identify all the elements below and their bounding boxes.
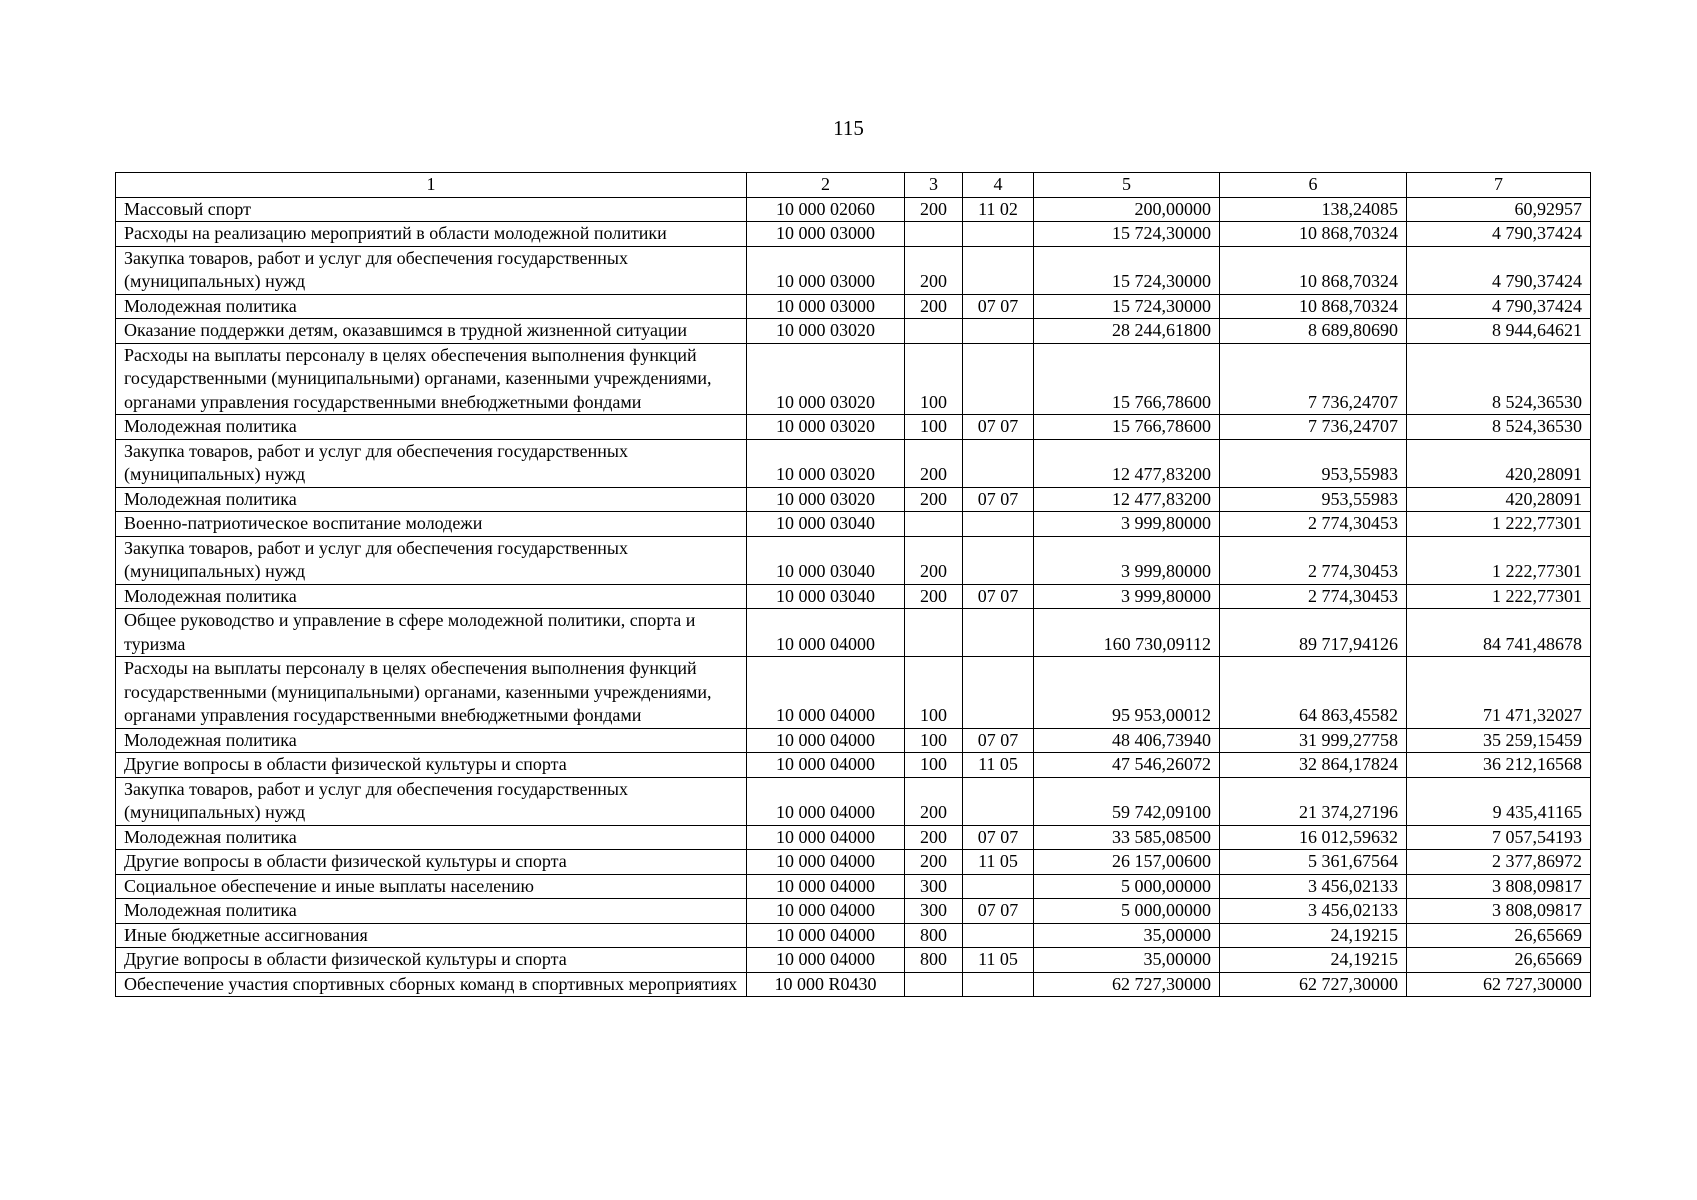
row-name-cell: Социальное обеспечение и иные выплаты населению [116, 874, 747, 899]
table-row [116, 874, 1591, 899]
table-row [116, 825, 1591, 850]
row-amount-col7-cell: 35 259,15459 [1407, 728, 1591, 753]
row-amount-col7-cell: 7 057,54193 [1407, 825, 1591, 850]
row-name-cell: Расходы на выплаты персоналу в целях обеспечения выполнения функций государственными (муниципальными) органами, казенными учреждениями, органами управления государственными внебюджетными фондами [116, 657, 747, 729]
row-amount-col6-cell: 24,19215 [1220, 948, 1407, 973]
row-amount-col7-cell: 60,92957 [1407, 197, 1591, 222]
row-code-cell: 10 000 03000 [747, 294, 905, 319]
row-amount-col5-cell: 59 742,09100 [1034, 777, 1220, 825]
row-code-cell: 10 000 04000 [747, 899, 905, 924]
row-name-cell: Массовый спорт [116, 197, 747, 222]
row-code-cell: 10 000 04000 [747, 728, 905, 753]
table-row [116, 439, 1591, 487]
row-expense-type-cell [905, 319, 963, 344]
row-section-cell: 07 07 [963, 825, 1034, 850]
row-code-cell: 10 000 03000 [747, 222, 905, 247]
row-amount-col7-cell: 4 790,37424 [1407, 246, 1591, 294]
row-amount-col5-cell: 15 724,30000 [1034, 246, 1220, 294]
table-row [116, 948, 1591, 973]
table-row [116, 972, 1591, 997]
row-amount-col7-cell: 62 727,30000 [1407, 972, 1591, 997]
table-row [116, 850, 1591, 875]
row-name-cell: Молодежная политика [116, 825, 747, 850]
row-section-cell: 11 05 [963, 753, 1034, 778]
table-row [116, 899, 1591, 924]
row-amount-col6-cell: 7 736,24707 [1220, 343, 1407, 415]
row-section-cell [963, 657, 1034, 729]
header-cell-3: 3 [905, 173, 963, 198]
row-code-cell: 10 000 04000 [747, 948, 905, 973]
row-name-cell: Расходы на реализацию мероприятий в области молодежной политики [116, 222, 747, 247]
row-amount-col5-cell: 3 999,80000 [1034, 512, 1220, 537]
row-expense-type-cell: 200 [905, 439, 963, 487]
row-amount-col5-cell: 160 730,09112 [1034, 609, 1220, 657]
budget-table [115, 172, 1591, 997]
row-amount-col6-cell: 16 012,59632 [1220, 825, 1407, 850]
row-amount-col7-cell: 71 471,32027 [1407, 657, 1591, 729]
row-amount-col7-cell: 26,65669 [1407, 923, 1591, 948]
row-expense-type-cell: 200 [905, 487, 963, 512]
row-name-cell: Молодежная политика [116, 728, 747, 753]
row-section-cell [963, 439, 1034, 487]
row-section-cell: 07 07 [963, 487, 1034, 512]
row-amount-col7-cell: 4 790,37424 [1407, 222, 1591, 247]
row-code-cell: 10 000 04000 [747, 874, 905, 899]
row-amount-col7-cell: 1 222,77301 [1407, 512, 1591, 537]
row-amount-col6-cell: 8 689,80690 [1220, 319, 1407, 344]
row-section-cell [963, 777, 1034, 825]
row-code-cell: 10 000 03020 [747, 439, 905, 487]
row-name-cell: Молодежная политика [116, 899, 747, 924]
row-section-cell: 11 05 [963, 948, 1034, 973]
row-amount-col6-cell: 5 361,67564 [1220, 850, 1407, 875]
row-expense-type-cell: 200 [905, 825, 963, 850]
row-expense-type-cell: 300 [905, 874, 963, 899]
row-expense-type-cell: 200 [905, 197, 963, 222]
row-amount-col5-cell: 15 724,30000 [1034, 222, 1220, 247]
row-name-cell: Другие вопросы в области физической культуры и спорта [116, 850, 747, 875]
row-section-cell [963, 972, 1034, 997]
row-amount-col5-cell: 200,00000 [1034, 197, 1220, 222]
header-cell-6: 6 [1220, 173, 1407, 198]
row-amount-col6-cell: 32 864,17824 [1220, 753, 1407, 778]
row-code-cell: 10 000 04000 [747, 609, 905, 657]
row-amount-col7-cell: 9 435,41165 [1407, 777, 1591, 825]
header-cell-1: 1 [116, 173, 747, 198]
row-amount-col6-cell: 2 774,30453 [1220, 584, 1407, 609]
table-row [116, 657, 1591, 729]
row-name-cell: Молодежная политика [116, 584, 747, 609]
row-name-cell: Оказание поддержки детям, оказавшимся в трудной жизненной ситуации [116, 319, 747, 344]
row-amount-col5-cell: 47 546,26072 [1034, 753, 1220, 778]
row-amount-col6-cell: 24,19215 [1220, 923, 1407, 948]
table-row [116, 728, 1591, 753]
table-body [116, 197, 1591, 997]
row-code-cell: 10 000 03020 [747, 415, 905, 440]
row-name-cell: Молодежная политика [116, 487, 747, 512]
row-section-cell: 11 05 [963, 850, 1034, 875]
table-row [116, 246, 1591, 294]
page-number: 115 [833, 116, 864, 140]
row-amount-col5-cell: 15 724,30000 [1034, 294, 1220, 319]
row-code-cell: 10 000 04000 [747, 850, 905, 875]
row-name-cell: Расходы на выплаты персоналу в целях обеспечения выполнения функций государственными (муниципальными) органами, казенными учреждениями, органами управления государственными внебюджетными фондами [116, 343, 747, 415]
row-expense-type-cell [905, 512, 963, 537]
row-name-cell: Закупка товаров, работ и услуг для обеспечения государственных (муниципальных) нужд [116, 246, 747, 294]
row-expense-type-cell: 200 [905, 584, 963, 609]
row-section-cell [963, 923, 1034, 948]
row-code-cell: 10 000 04000 [747, 825, 905, 850]
row-amount-col5-cell: 15 766,78600 [1034, 343, 1220, 415]
row-section-cell [963, 536, 1034, 584]
row-amount-col7-cell: 26,65669 [1407, 948, 1591, 973]
row-amount-col6-cell: 10 868,70324 [1220, 294, 1407, 319]
row-amount-col7-cell: 3 808,09817 [1407, 874, 1591, 899]
row-amount-col5-cell: 35,00000 [1034, 948, 1220, 973]
row-amount-col6-cell: 7 736,24707 [1220, 415, 1407, 440]
row-name-cell: Закупка товаров, работ и услуг для обеспечения государственных (муниципальных) нужд [116, 536, 747, 584]
row-code-cell: 10 000 04000 [747, 923, 905, 948]
row-name-cell: Обеспечение участия спортивных сборных команд в спортивных мероприятиях [116, 972, 747, 997]
row-name-cell: Молодежная политика [116, 415, 747, 440]
row-section-cell: 07 07 [963, 584, 1034, 609]
row-amount-col7-cell: 1 222,77301 [1407, 536, 1591, 584]
table-row [116, 197, 1591, 222]
row-expense-type-cell: 100 [905, 415, 963, 440]
header-cell-4: 4 [963, 173, 1034, 198]
row-amount-col5-cell: 5 000,00000 [1034, 899, 1220, 924]
row-amount-col7-cell: 2 377,86972 [1407, 850, 1591, 875]
table-row [116, 512, 1591, 537]
row-expense-type-cell [905, 609, 963, 657]
row-code-cell: 10 000 03020 [747, 343, 905, 415]
table-row [116, 294, 1591, 319]
row-code-cell: 10 000 03020 [747, 487, 905, 512]
table-row [116, 319, 1591, 344]
table-row [116, 415, 1591, 440]
row-name-cell: Военно-патриотическое воспитание молодежи [116, 512, 747, 537]
row-expense-type-cell: 800 [905, 923, 963, 948]
row-amount-col7-cell: 1 222,77301 [1407, 584, 1591, 609]
row-section-cell: 07 07 [963, 415, 1034, 440]
row-amount-col6-cell: 10 868,70324 [1220, 222, 1407, 247]
row-amount-col5-cell: 3 999,80000 [1034, 536, 1220, 584]
row-amount-col7-cell: 8 944,64621 [1407, 319, 1591, 344]
row-amount-col6-cell: 2 774,30453 [1220, 512, 1407, 537]
row-section-cell: 07 07 [963, 728, 1034, 753]
row-section-cell [963, 343, 1034, 415]
row-amount-col6-cell: 953,55983 [1220, 439, 1407, 487]
row-section-cell [963, 319, 1034, 344]
row-expense-type-cell [905, 972, 963, 997]
row-amount-col7-cell: 8 524,36530 [1407, 415, 1591, 440]
row-code-cell: 10 000 04000 [747, 753, 905, 778]
row-amount-col6-cell: 31 999,27758 [1220, 728, 1407, 753]
table-row [116, 536, 1591, 584]
table-row [116, 753, 1591, 778]
row-expense-type-cell: 100 [905, 753, 963, 778]
row-expense-type-cell [905, 222, 963, 247]
row-amount-col5-cell: 62 727,30000 [1034, 972, 1220, 997]
row-expense-type-cell: 800 [905, 948, 963, 973]
row-amount-col5-cell: 15 766,78600 [1034, 415, 1220, 440]
row-section-cell [963, 512, 1034, 537]
row-section-cell: 07 07 [963, 294, 1034, 319]
table-row [116, 923, 1591, 948]
row-amount-col5-cell: 12 477,83200 [1034, 487, 1220, 512]
row-expense-type-cell: 200 [905, 850, 963, 875]
row-code-cell: 10 000 03040 [747, 536, 905, 584]
row-expense-type-cell: 300 [905, 899, 963, 924]
row-section-cell [963, 246, 1034, 294]
header-cell-7: 7 [1407, 173, 1591, 198]
header-cell-5: 5 [1034, 173, 1220, 198]
row-amount-col5-cell: 26 157,00600 [1034, 850, 1220, 875]
row-amount-col6-cell: 89 717,94126 [1220, 609, 1407, 657]
table-row [116, 584, 1591, 609]
row-amount-col5-cell: 35,00000 [1034, 923, 1220, 948]
row-amount-col6-cell: 3 456,02133 [1220, 899, 1407, 924]
table-row [116, 487, 1591, 512]
row-amount-col5-cell: 33 585,08500 [1034, 825, 1220, 850]
table-row [116, 343, 1591, 415]
row-amount-col5-cell: 48 406,73940 [1034, 728, 1220, 753]
row-amount-col5-cell: 95 953,00012 [1034, 657, 1220, 729]
row-section-cell: 07 07 [963, 899, 1034, 924]
row-code-cell: 10 000 04000 [747, 777, 905, 825]
row-code-cell: 10 000 03040 [747, 584, 905, 609]
row-name-cell: Закупка товаров, работ и услуг для обеспечения государственных (муниципальных) нужд [116, 777, 747, 825]
row-expense-type-cell: 200 [905, 536, 963, 584]
row-code-cell: 10 000 02060 [747, 197, 905, 222]
row-expense-type-cell: 100 [905, 728, 963, 753]
row-section-cell [963, 874, 1034, 899]
row-name-cell: Молодежная политика [116, 294, 747, 319]
table-row [116, 777, 1591, 825]
row-amount-col7-cell: 420,28091 [1407, 439, 1591, 487]
row-amount-col6-cell: 21 374,27196 [1220, 777, 1407, 825]
row-name-cell: Общее руководство и управление в сфере молодежной политики, спорта и туризма [116, 609, 747, 657]
row-section-cell: 11 02 [963, 197, 1034, 222]
table-header [116, 173, 1591, 198]
row-name-cell: Иные бюджетные ассигнования [116, 923, 747, 948]
row-amount-col6-cell: 953,55983 [1220, 487, 1407, 512]
table-row [116, 222, 1591, 247]
row-amount-col7-cell: 8 524,36530 [1407, 343, 1591, 415]
row-name-cell: Закупка товаров, работ и услуг для обеспечения государственных (муниципальных) нужд [116, 439, 747, 487]
row-code-cell: 10 000 03040 [747, 512, 905, 537]
row-section-cell [963, 609, 1034, 657]
row-amount-col7-cell: 36 212,16568 [1407, 753, 1591, 778]
row-amount-col5-cell: 3 999,80000 [1034, 584, 1220, 609]
row-name-cell: Другие вопросы в области физической культуры и спорта [116, 753, 747, 778]
row-code-cell: 10 000 03000 [747, 246, 905, 294]
row-code-cell: 10 000 03020 [747, 319, 905, 344]
row-expense-type-cell: 100 [905, 657, 963, 729]
row-code-cell: 10 000 04000 [747, 657, 905, 729]
row-expense-type-cell: 200 [905, 777, 963, 825]
row-name-cell: Другие вопросы в области физической культуры и спорта [116, 948, 747, 973]
row-amount-col6-cell: 62 727,30000 [1220, 972, 1407, 997]
header-row [116, 173, 1591, 198]
row-code-cell: 10 000 R0430 [747, 972, 905, 997]
header-cell-2: 2 [747, 173, 905, 198]
row-amount-col5-cell: 28 244,61800 [1034, 319, 1220, 344]
row-amount-col6-cell: 138,24085 [1220, 197, 1407, 222]
row-amount-col6-cell: 64 863,45582 [1220, 657, 1407, 729]
row-amount-col5-cell: 12 477,83200 [1034, 439, 1220, 487]
row-amount-col7-cell: 84 741,48678 [1407, 609, 1591, 657]
row-amount-col7-cell: 3 808,09817 [1407, 899, 1591, 924]
row-amount-col6-cell: 3 456,02133 [1220, 874, 1407, 899]
row-expense-type-cell: 200 [905, 294, 963, 319]
table-row [116, 609, 1591, 657]
row-expense-type-cell: 200 [905, 246, 963, 294]
row-expense-type-cell: 100 [905, 343, 963, 415]
row-amount-col7-cell: 4 790,37424 [1407, 294, 1591, 319]
row-amount-col5-cell: 5 000,00000 [1034, 874, 1220, 899]
row-amount-col6-cell: 10 868,70324 [1220, 246, 1407, 294]
row-amount-col6-cell: 2 774,30453 [1220, 536, 1407, 584]
row-section-cell [963, 222, 1034, 247]
row-amount-col7-cell: 420,28091 [1407, 487, 1591, 512]
